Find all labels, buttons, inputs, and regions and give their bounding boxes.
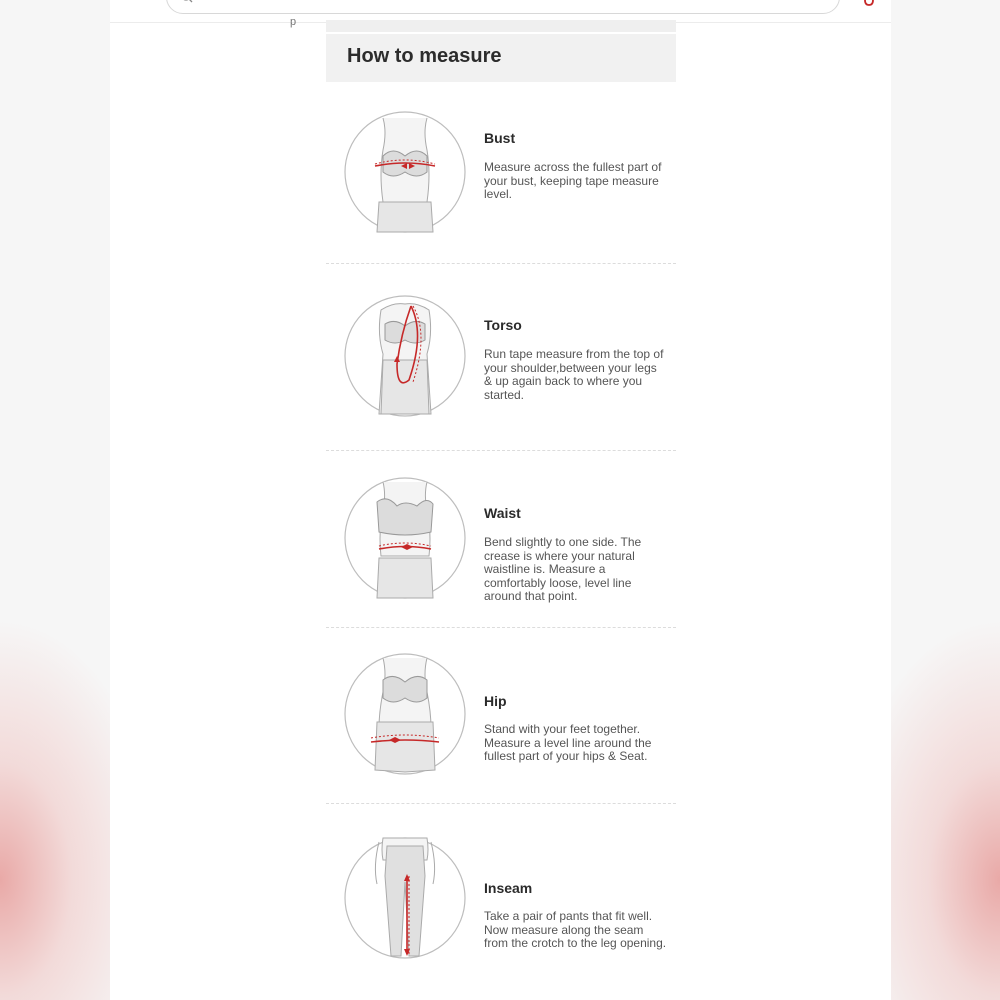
item-title: Inseam [484, 880, 533, 896]
section-header [326, 34, 676, 82]
inseam-measure-icon [343, 836, 467, 960]
item-description: Run tape measure from the top of your shoulder,between your legs & up again back to where you started. [484, 347, 664, 402]
item-divider [326, 803, 676, 804]
item-description: Stand with your feet together. Measure a level line around the fullest part of your hips & Seat. [484, 722, 652, 764]
item-title: Waist [484, 505, 521, 521]
how-to-measure-panel [326, 20, 676, 1000]
panel-top-strip [326, 20, 676, 32]
search-text: p [290, 16, 297, 28]
item-description: Bend slightly to one side. The crease is where your natural waistline is. Measure a comfortably loose, level line around that point. [484, 535, 642, 604]
item-description: Take a pair of pants that fit well. Now measure along the seam from the crotch to the leg opening. [484, 909, 667, 951]
item-title: Bust [484, 130, 516, 146]
search-icon [181, 0, 193, 3]
torso-measure-icon [343, 294, 467, 418]
item-divider [326, 450, 676, 451]
bust-measure-icon [343, 110, 467, 234]
item-divider [326, 263, 676, 264]
page-container [110, 0, 891, 1000]
page-title: How to measure [347, 45, 502, 67]
hip-measure-icon [343, 652, 467, 776]
item-description: Measure across the fullest part of your bust, keeping tape measure level. [484, 160, 662, 202]
item-title: Torso [484, 317, 522, 333]
item-divider [326, 627, 676, 628]
item-title: Hip [484, 693, 507, 709]
waist-measure-icon [343, 476, 467, 600]
search-input[interactable] [166, 0, 840, 14]
cart-icon[interactable] [862, 0, 876, 6]
